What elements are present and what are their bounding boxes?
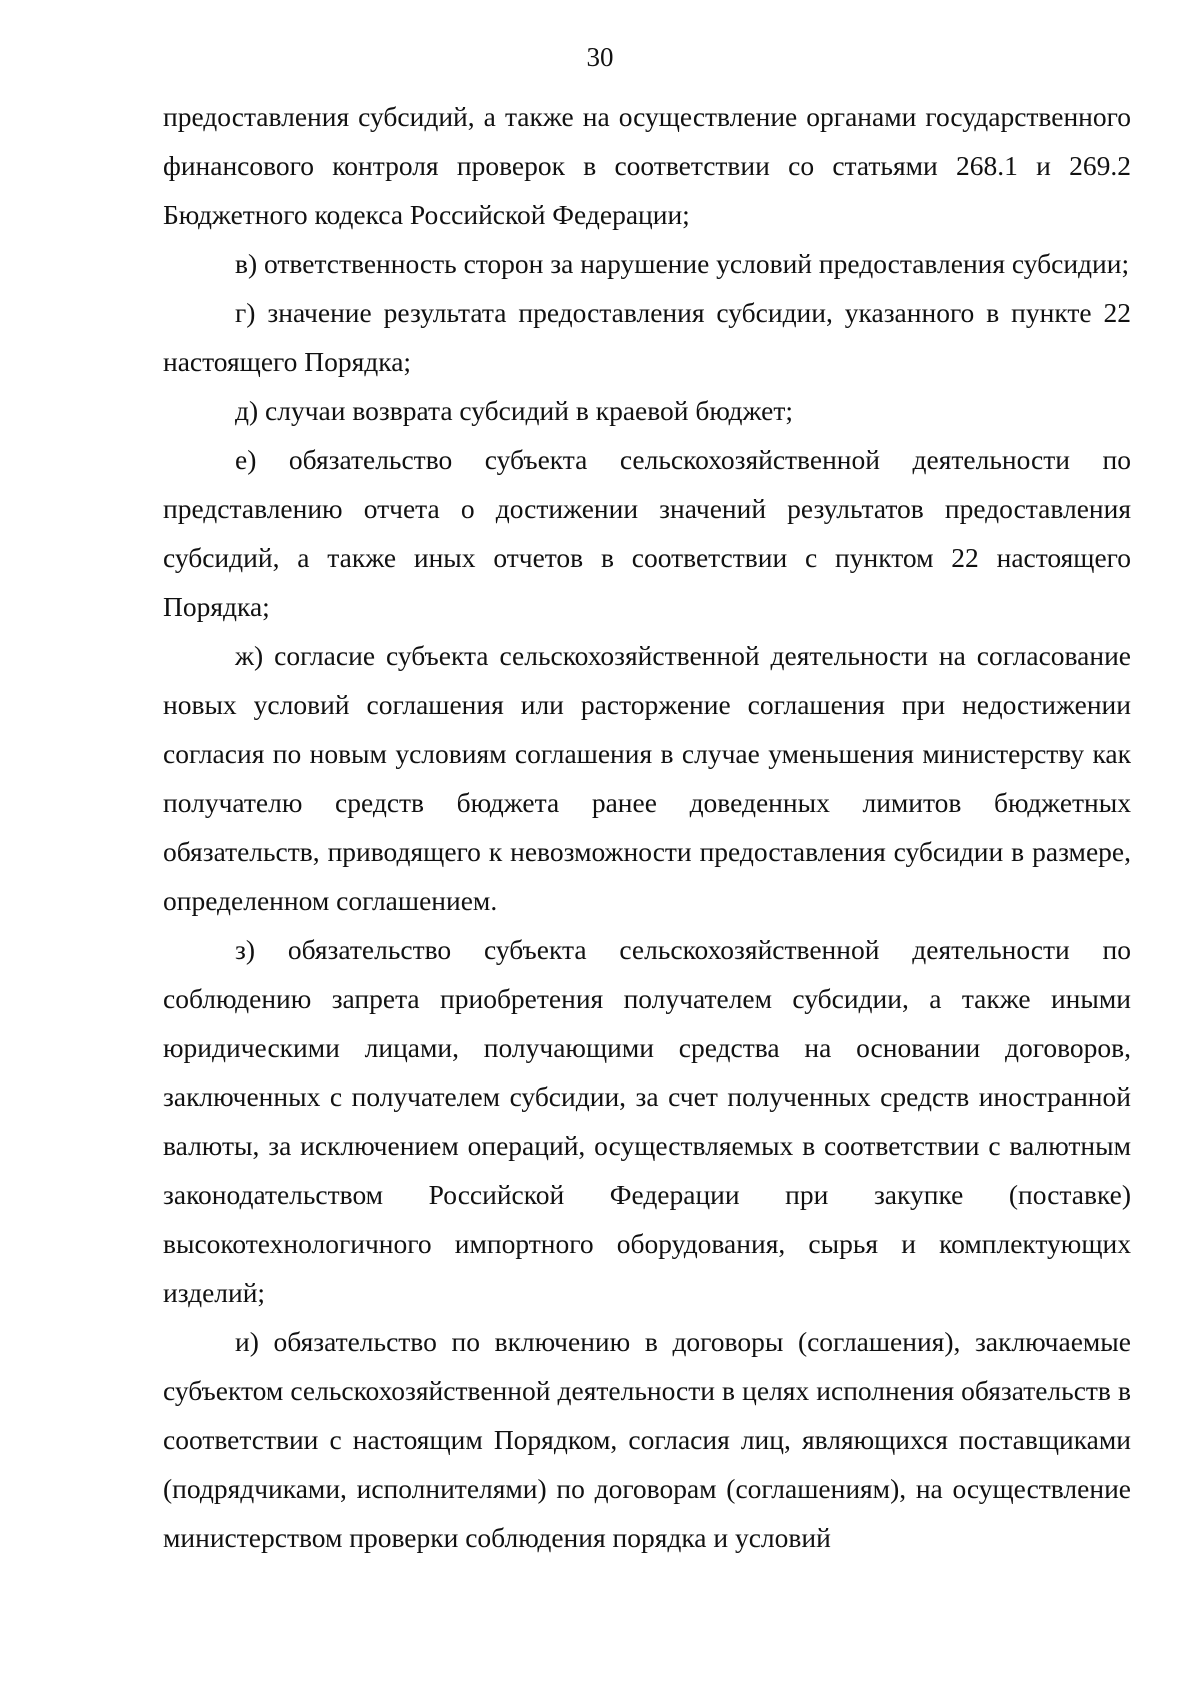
paragraph-item-i: и) обязательство по включению в договоры (соглашения), заключаемые субъектом сельскохозяйственной деятельности в целях исполнения обязательств в соответствии с настоящим Порядком, согласия лиц, являющихся поставщиками (подрядчиками, исполнителями) по договорам (соглашениям), на осуществление министерством проверки соблюдения порядка и условий	[163, 1326, 1131, 1553]
paragraph-item-v: в) ответственность сторон за нарушение условий предоставления субсидии;	[235, 248, 1130, 279]
document-body	[163, 92, 1131, 1562]
paragraph-item-g: г) значение результата предоставления субсидии, указанного в пункте 22 настоящего Порядка;	[163, 297, 1131, 377]
paragraph-item-z: з) обязательство субъекта сельскохозяйственной деятельности по соблюдению запрета приобретения получателем субсидии, а также иными юридическими лицами, получающими средства на основании договоров, заключенных с получателем субсидии, за счет полученных средств иностранной валюты, за исключением операций, осуществляемых в соответствии с валютным законодательством Российской Федерации при закупке (поставке) высокотехнологичного импортного оборудования, сырья и комплектующих изделий;	[163, 934, 1131, 1308]
paragraph-item-e: е) обязательство субъекта сельскохозяйственной деятельности по представлению отчета о достижении значений результатов предоставления субсидий, а также иных отчетов в соответствии с пунктом 22 настоящего Порядка;	[163, 444, 1131, 622]
paragraph-continuation: предоставления субсидий, а также на осуществление органами государственного финансового контроля проверок в соответствии со статьями 268.1 и 269.2 Бюджетного кодекса Российской Федерации;	[163, 101, 1131, 230]
paragraph-item-zh: ж) согласие субъекта сельскохозяйственной деятельности на согласование новых условий соглашения или расторжение соглашения при недостижении согласия по новым условиям соглашения в случае уменьшения министерству как получателю средств бюджета ранее доведенных лимитов бюджетных обязательств, приводящего к невозможности предоставления субсидии в размере, определенном соглашением.	[163, 640, 1131, 916]
paragraph-item-d: д) случаи возврата субсидий в краевой бюджет;	[235, 395, 794, 426]
page-number: 30	[586, 42, 614, 72]
